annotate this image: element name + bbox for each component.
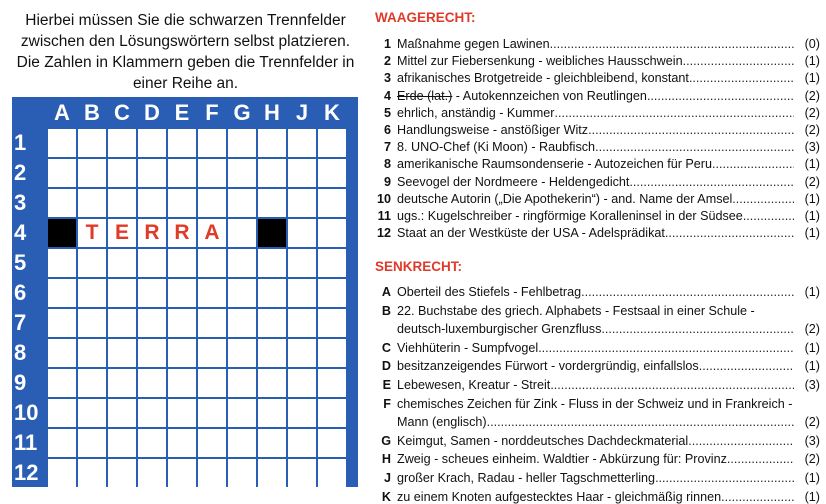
grid-cell-a8[interactable] <box>48 339 76 367</box>
clue-text: Mittel zur Fiebersenkung - weibliches Hausschwein <box>397 54 683 69</box>
clue-number: 12 <box>376 226 391 241</box>
grid-cell-f3[interactable] <box>198 189 226 217</box>
grid-cell-e10[interactable] <box>168 399 196 427</box>
down-clue-c <box>375 337 820 355</box>
grid-cell-j7[interactable] <box>288 309 316 337</box>
across-clue-8 <box>375 153 820 171</box>
grid-cell-a6[interactable] <box>48 279 76 307</box>
separator-count: (2) <box>804 88 820 103</box>
separator-count: (3) <box>804 140 820 155</box>
leader-dots <box>595 140 794 154</box>
grid-cell-d7[interactable] <box>138 309 166 337</box>
leader-dots <box>588 123 794 137</box>
down-clue-k <box>375 486 820 504</box>
clue-number: G <box>381 433 391 448</box>
grid-cell-d4[interactable]: R <box>138 219 166 247</box>
grid-cell-a7[interactable] <box>48 309 76 337</box>
clue-text: Mann (englisch) <box>397 415 487 430</box>
separator-count: (1) <box>804 54 820 69</box>
across-clue-9 <box>375 171 820 189</box>
grid-cell-f12[interactable] <box>198 459 226 487</box>
grid-cell-g9[interactable] <box>228 369 256 397</box>
grid-cell-j9[interactable] <box>288 369 316 397</box>
grid-cell-b1[interactable] <box>78 129 106 157</box>
grid-cell-a10[interactable] <box>48 399 76 427</box>
grid-cell-g11[interactable] <box>228 429 256 457</box>
separator-count: (1) <box>804 340 820 355</box>
clue-number: 6 <box>383 123 391 137</box>
column-header-e: E <box>174 99 190 125</box>
clue-number: F <box>383 396 391 411</box>
grid-cell-j11[interactable] <box>288 429 316 457</box>
grid-cell-a5[interactable] <box>48 249 76 277</box>
clue-text: Viehhüterin - Sumpfvogel <box>397 340 539 355</box>
separator-count: (1) <box>804 471 820 485</box>
grid-cell-b3[interactable] <box>78 189 106 217</box>
grid-cell-k4[interactable] <box>318 219 346 247</box>
separator-count: (1) <box>804 359 820 374</box>
clue-text: chemisches Zeichen für Zink - Fluss in der Schweiz und in Frankreich - <box>397 396 793 411</box>
grid-cell-k6[interactable] <box>318 279 346 307</box>
clue-number: J <box>383 471 391 485</box>
down-clue-g <box>375 430 820 448</box>
separator-count: (1) <box>804 71 820 86</box>
grid-cell-h10[interactable] <box>258 399 286 427</box>
column-header-c: C <box>114 99 130 125</box>
grid-cell-d10[interactable] <box>138 399 166 427</box>
down-clue-a <box>375 281 820 299</box>
grid-cell-g5[interactable] <box>228 249 256 277</box>
clue-text: Staat an der Westküste der USA - Adelsprädikat <box>397 226 665 241</box>
grid-cell-b11[interactable] <box>78 429 106 457</box>
instructions-text: Hierbei müssen Sie die schwarzen Trennfelder zwischen den Lösungswörtern selbst platzieren. Die Zahlen in Klammern geben die Trennfelder in einer Reihe an. <box>16 12 355 92</box>
row-header-8: 8 <box>14 340 27 365</box>
grid-cell-j8[interactable] <box>288 339 316 367</box>
down-clue-b-cont <box>375 318 820 336</box>
separator-count: (1) <box>804 191 820 206</box>
grid-cell-k3[interactable] <box>318 189 346 217</box>
grid-cell-c10[interactable] <box>108 399 136 427</box>
grid-cell-c2[interactable] <box>108 159 136 187</box>
column-header-f: F <box>205 99 219 125</box>
grid-cell-e11[interactable] <box>168 429 196 457</box>
grid-cell-e2[interactable] <box>168 159 196 187</box>
column-header-d: D <box>144 99 160 125</box>
separator-count: (1) <box>804 209 820 223</box>
grid-cell-e9[interactable] <box>168 369 196 397</box>
row-header-10: 10 <box>14 400 39 425</box>
across-clue-2 <box>375 50 820 68</box>
grid-cell-e4[interactable]: R <box>168 219 196 247</box>
column-header-b: B <box>84 99 100 125</box>
clue-number: 10 <box>376 191 391 206</box>
grid-cell-h6[interactable] <box>258 279 286 307</box>
across-heading: WAAGERECHT: <box>375 10 476 25</box>
grid-cell-j1[interactable] <box>288 129 316 157</box>
grid-cell-c12[interactable] <box>108 459 136 487</box>
clue-text: 8. UNO-Chef (Ki Moon) - Raubfisch <box>397 140 596 155</box>
separator-count: (2) <box>804 415 820 430</box>
grid-cell-a9[interactable] <box>48 369 76 397</box>
grid-cell-b5[interactable] <box>78 249 106 277</box>
separator-count: (2) <box>804 123 820 137</box>
separator-count: (2) <box>804 322 820 337</box>
clue-text: afrikanisches Brotgetreide - gleichbleibend, konstant <box>397 71 689 86</box>
grid-cell-c6[interactable] <box>108 279 136 307</box>
leader-dots <box>555 106 795 120</box>
grid-cell-c9[interactable] <box>108 369 136 397</box>
grid-cell-b8[interactable] <box>78 339 106 367</box>
grid-cell-f10[interactable] <box>198 399 226 427</box>
leader-dots <box>647 89 794 103</box>
grid-cell-f4[interactable]: A <box>198 219 226 247</box>
grid-cell-g4[interactable] <box>228 219 256 247</box>
separator-count: (2) <box>804 105 820 120</box>
clue-text: 22. Buchstabe des griech. Alphabets - Festsaal in einer Schule - <box>397 303 755 318</box>
grid-cell-a11[interactable] <box>48 429 76 457</box>
grid-cell-e12[interactable] <box>168 459 196 487</box>
row-header-9: 9 <box>14 370 27 395</box>
down-clue-b <box>375 300 820 318</box>
grid-cell-k11[interactable] <box>318 429 346 457</box>
leader-dots <box>727 452 794 466</box>
grid-cell-d2[interactable] <box>138 159 166 187</box>
grid-cell-k12[interactable] <box>318 459 346 487</box>
grid-cell-h3[interactable] <box>258 189 286 217</box>
grid-cell-h11[interactable] <box>258 429 286 457</box>
column-header-j: J <box>295 99 309 125</box>
grid-cell-d1[interactable] <box>138 129 166 157</box>
grid-cell-b6[interactable] <box>78 279 106 307</box>
leader-dots <box>689 71 794 85</box>
separator-count: (1) <box>804 226 820 241</box>
grid-cell-j2[interactable] <box>288 159 316 187</box>
grid-cell-e6[interactable] <box>168 279 196 307</box>
grid-cell-f8[interactable] <box>198 339 226 367</box>
grid-cell-k9[interactable] <box>318 369 346 397</box>
grid-cell-g3[interactable] <box>228 189 256 217</box>
clue-text: Seevogel der Nordmeere - Heldengedicht <box>397 174 630 189</box>
grid-cell-k2[interactable] <box>318 159 346 187</box>
clue-text: Erde (lat.) - Autokennzeichen von Reutlingen <box>397 88 647 103</box>
grid-cell-j12[interactable] <box>288 459 316 487</box>
row-header-7: 7 <box>14 310 27 335</box>
across-clue-7 <box>375 136 820 154</box>
grid-cell-g1[interactable] <box>228 129 256 157</box>
leader-dots <box>550 37 794 51</box>
leader-dots <box>688 434 794 448</box>
grid-cell-h12[interactable] <box>258 459 286 487</box>
clue-text: ehrlich, anständig - Kummer <box>397 105 555 120</box>
clue-number: A <box>381 285 391 299</box>
grid-cell-g6[interactable] <box>228 279 256 307</box>
grid-cell-j6[interactable] <box>288 279 316 307</box>
clue-text: deutsch-luxemburgischer Grenzfluss <box>397 322 602 337</box>
grid-cell-c8[interactable] <box>108 339 136 367</box>
row-header-5: 5 <box>14 250 27 275</box>
clue-number: 7 <box>383 140 391 155</box>
grid-cell-j5[interactable] <box>288 249 316 277</box>
separator-count: (2) <box>804 174 820 189</box>
grid-cell-k5[interactable] <box>318 249 346 277</box>
across-clue-10 <box>375 188 820 206</box>
grid-cell-j4[interactable] <box>288 219 316 247</box>
grid-cell-g7[interactable] <box>228 309 256 337</box>
across-clue-6 <box>375 119 820 137</box>
leader-dots <box>699 359 794 373</box>
grid-cell-g12[interactable] <box>228 459 256 487</box>
separator-count: (3) <box>804 433 820 448</box>
grid-cell-b12[interactable] <box>78 459 106 487</box>
grid-cell-c1[interactable] <box>108 129 136 157</box>
leader-dots <box>683 54 794 68</box>
clue-text: deutsche Autorin („Die Apothekerin“) - and. Name der Amsel <box>397 191 733 206</box>
grid-cell-b7[interactable] <box>78 309 106 337</box>
grid-cell-f1[interactable] <box>198 129 226 157</box>
grid-cell-e8[interactable] <box>168 339 196 367</box>
grid-cell-f6[interactable] <box>198 279 226 307</box>
grid-cell-e7[interactable] <box>168 309 196 337</box>
leader-dots <box>601 322 794 336</box>
clue-text: Lebewesen, Kreatur - Streit <box>397 378 551 392</box>
grid-cell-a1[interactable] <box>48 129 76 157</box>
grid-cell-d8[interactable] <box>138 339 166 367</box>
clue-text: besitzanzeigendes Fürwort - vordergründig, einfallslos <box>397 359 699 374</box>
grid-cell-c3[interactable] <box>108 189 136 217</box>
grid-cell-d5[interactable] <box>138 249 166 277</box>
grid-cell-a4[interactable] <box>48 219 76 247</box>
grid-cell-d11[interactable] <box>138 429 166 457</box>
leader-dots <box>550 378 794 392</box>
grid-cell-j3[interactable] <box>288 189 316 217</box>
grid-cell-h2[interactable] <box>258 159 286 187</box>
row-header-11: 11 <box>14 430 38 455</box>
leader-dots <box>581 285 794 299</box>
down-clue-j <box>375 467 820 485</box>
row-header-12: 12 <box>14 460 39 485</box>
column-header-k: K <box>324 99 340 125</box>
struck-text: Erde (lat.) <box>397 88 453 103</box>
across-clue-3 <box>375 67 820 85</box>
across-clue-4 <box>375 85 820 103</box>
column-header-a: A <box>54 99 70 125</box>
clue-number: K <box>381 489 391 504</box>
grid-cell-f2[interactable] <box>198 159 226 187</box>
down-clue-h <box>375 448 820 466</box>
down-clue-f-cont <box>375 411 820 429</box>
clue-text: Oberteil des Stiefels - Fehlbetrag <box>397 285 582 299</box>
clue-number: 4 <box>383 88 391 103</box>
grid-cell-g8[interactable] <box>228 339 256 367</box>
row-header-4: 4 <box>14 220 27 245</box>
leader-dots <box>743 209 794 223</box>
separator-count: (3) <box>804 378 820 392</box>
grid-cell-h8[interactable] <box>258 339 286 367</box>
leader-dots <box>655 471 794 485</box>
crossword-grid <box>12 97 358 487</box>
down-heading: SENKRECHT: <box>375 259 463 274</box>
grid-cell-k7[interactable] <box>318 309 346 337</box>
clue-number: 9 <box>383 174 391 189</box>
clue-number: 8 <box>383 157 391 172</box>
grid-cell-k10[interactable] <box>318 399 346 427</box>
column-header-g: G <box>233 99 251 125</box>
leader-dots <box>712 157 794 171</box>
separator-count: (1) <box>804 157 820 172</box>
down-clue-d <box>375 355 820 373</box>
grid-cell-d3[interactable] <box>138 189 166 217</box>
across-clue-12 <box>375 222 820 240</box>
grid-cell-h7[interactable] <box>258 309 286 337</box>
clue-text: Keimgut, Samen - norddeutsches Dachdeckmaterial <box>397 433 689 448</box>
clue-text: großer Krach, Radau - heller Tagschmetterling <box>397 471 656 485</box>
clue-number: 2 <box>383 54 391 69</box>
grid-cell-e1[interactable] <box>168 129 196 157</box>
grid-cell-h4[interactable] <box>258 219 286 247</box>
grid-cell-k1[interactable] <box>318 129 346 157</box>
grid-cell-b2[interactable] <box>78 159 106 187</box>
grid-cell-h5[interactable] <box>258 249 286 277</box>
leader-dots <box>487 415 794 429</box>
grid-cell-a2[interactable] <box>48 159 76 187</box>
grid-cell-f7[interactable] <box>198 309 226 337</box>
grid-cell-f9[interactable] <box>198 369 226 397</box>
grid-cell-e5[interactable] <box>168 249 196 277</box>
leader-dots <box>721 490 794 504</box>
grid-cell-h1[interactable] <box>258 129 286 157</box>
separator-count: (1) <box>804 489 820 504</box>
grid-cell-g2[interactable] <box>228 159 256 187</box>
clue-number: 3 <box>383 71 391 86</box>
across-clue-1 <box>375 33 820 51</box>
clue-text: amerikanische Raumsondenserie - Autozeichen für Peru <box>397 157 713 172</box>
row-header-6: 6 <box>14 280 27 305</box>
row-header-2: 2 <box>14 160 27 185</box>
grid-cell-d9[interactable] <box>138 369 166 397</box>
row-header-3: 3 <box>14 190 27 215</box>
grid-cell-d6[interactable] <box>138 279 166 307</box>
grid-cell-f5[interactable] <box>198 249 226 277</box>
clue-number: H <box>381 452 391 467</box>
across-clue-11 <box>375 205 820 223</box>
grid-cell-a3[interactable] <box>48 189 76 217</box>
clue-text: ugs.: Kugelschreiber - ringförmige Koralleninsel in der Südsee <box>397 209 743 223</box>
down-clue-e <box>375 374 820 392</box>
grid-cell-a12[interactable] <box>48 459 76 487</box>
separator-count: (2) <box>804 452 820 467</box>
leader-dots <box>665 226 794 240</box>
clue-text: Maßnahme gegen Lawinen <box>397 37 550 51</box>
grid-cell-h9[interactable] <box>258 369 286 397</box>
row-header-1: 1 <box>14 130 27 155</box>
grid-cell-c5[interactable] <box>108 249 136 277</box>
clue-number: 11 <box>377 209 391 223</box>
grid-cell-d12[interactable] <box>138 459 166 487</box>
clue-number: C <box>381 340 391 355</box>
grid-cell-k8[interactable] <box>318 339 346 367</box>
leader-dots <box>732 192 794 206</box>
clue-text: zu einem Knoten aufgestecktes Haar - gleichmäßig rinnen <box>397 489 722 504</box>
grid-cell-c7[interactable] <box>108 309 136 337</box>
leader-dots <box>538 341 794 355</box>
clue-text: Handlungsweise - anstößiger Witz <box>397 123 589 137</box>
separator-count: (0) <box>804 37 820 51</box>
clue-number: B <box>381 303 391 318</box>
grid-cell-j10[interactable] <box>288 399 316 427</box>
clue-number: D <box>381 359 391 374</box>
grid-cell-f11[interactable] <box>198 429 226 457</box>
grid-cell-b10[interactable] <box>78 399 106 427</box>
down-clue-f <box>375 393 820 411</box>
clue-text: Zweig - scheues einheim. Waldtier - Abkürzung für: Provinz <box>397 452 727 467</box>
grid-cell-g10[interactable] <box>228 399 256 427</box>
column-header-h: H <box>264 99 280 125</box>
clue-number: 5 <box>383 105 391 120</box>
grid-cell-e3[interactable] <box>168 189 196 217</box>
clue-number: E <box>382 378 391 392</box>
clue-number: 1 <box>383 37 391 51</box>
grid-cell-b9[interactable] <box>78 369 106 397</box>
grid-cell-b4[interactable]: T <box>78 219 106 247</box>
leader-dots <box>629 175 794 189</box>
separator-count: (1) <box>804 285 820 299</box>
grid-cell-c11[interactable] <box>108 429 136 457</box>
across-clue-5 <box>375 102 820 120</box>
grid-cell-c4[interactable]: E <box>108 219 136 247</box>
